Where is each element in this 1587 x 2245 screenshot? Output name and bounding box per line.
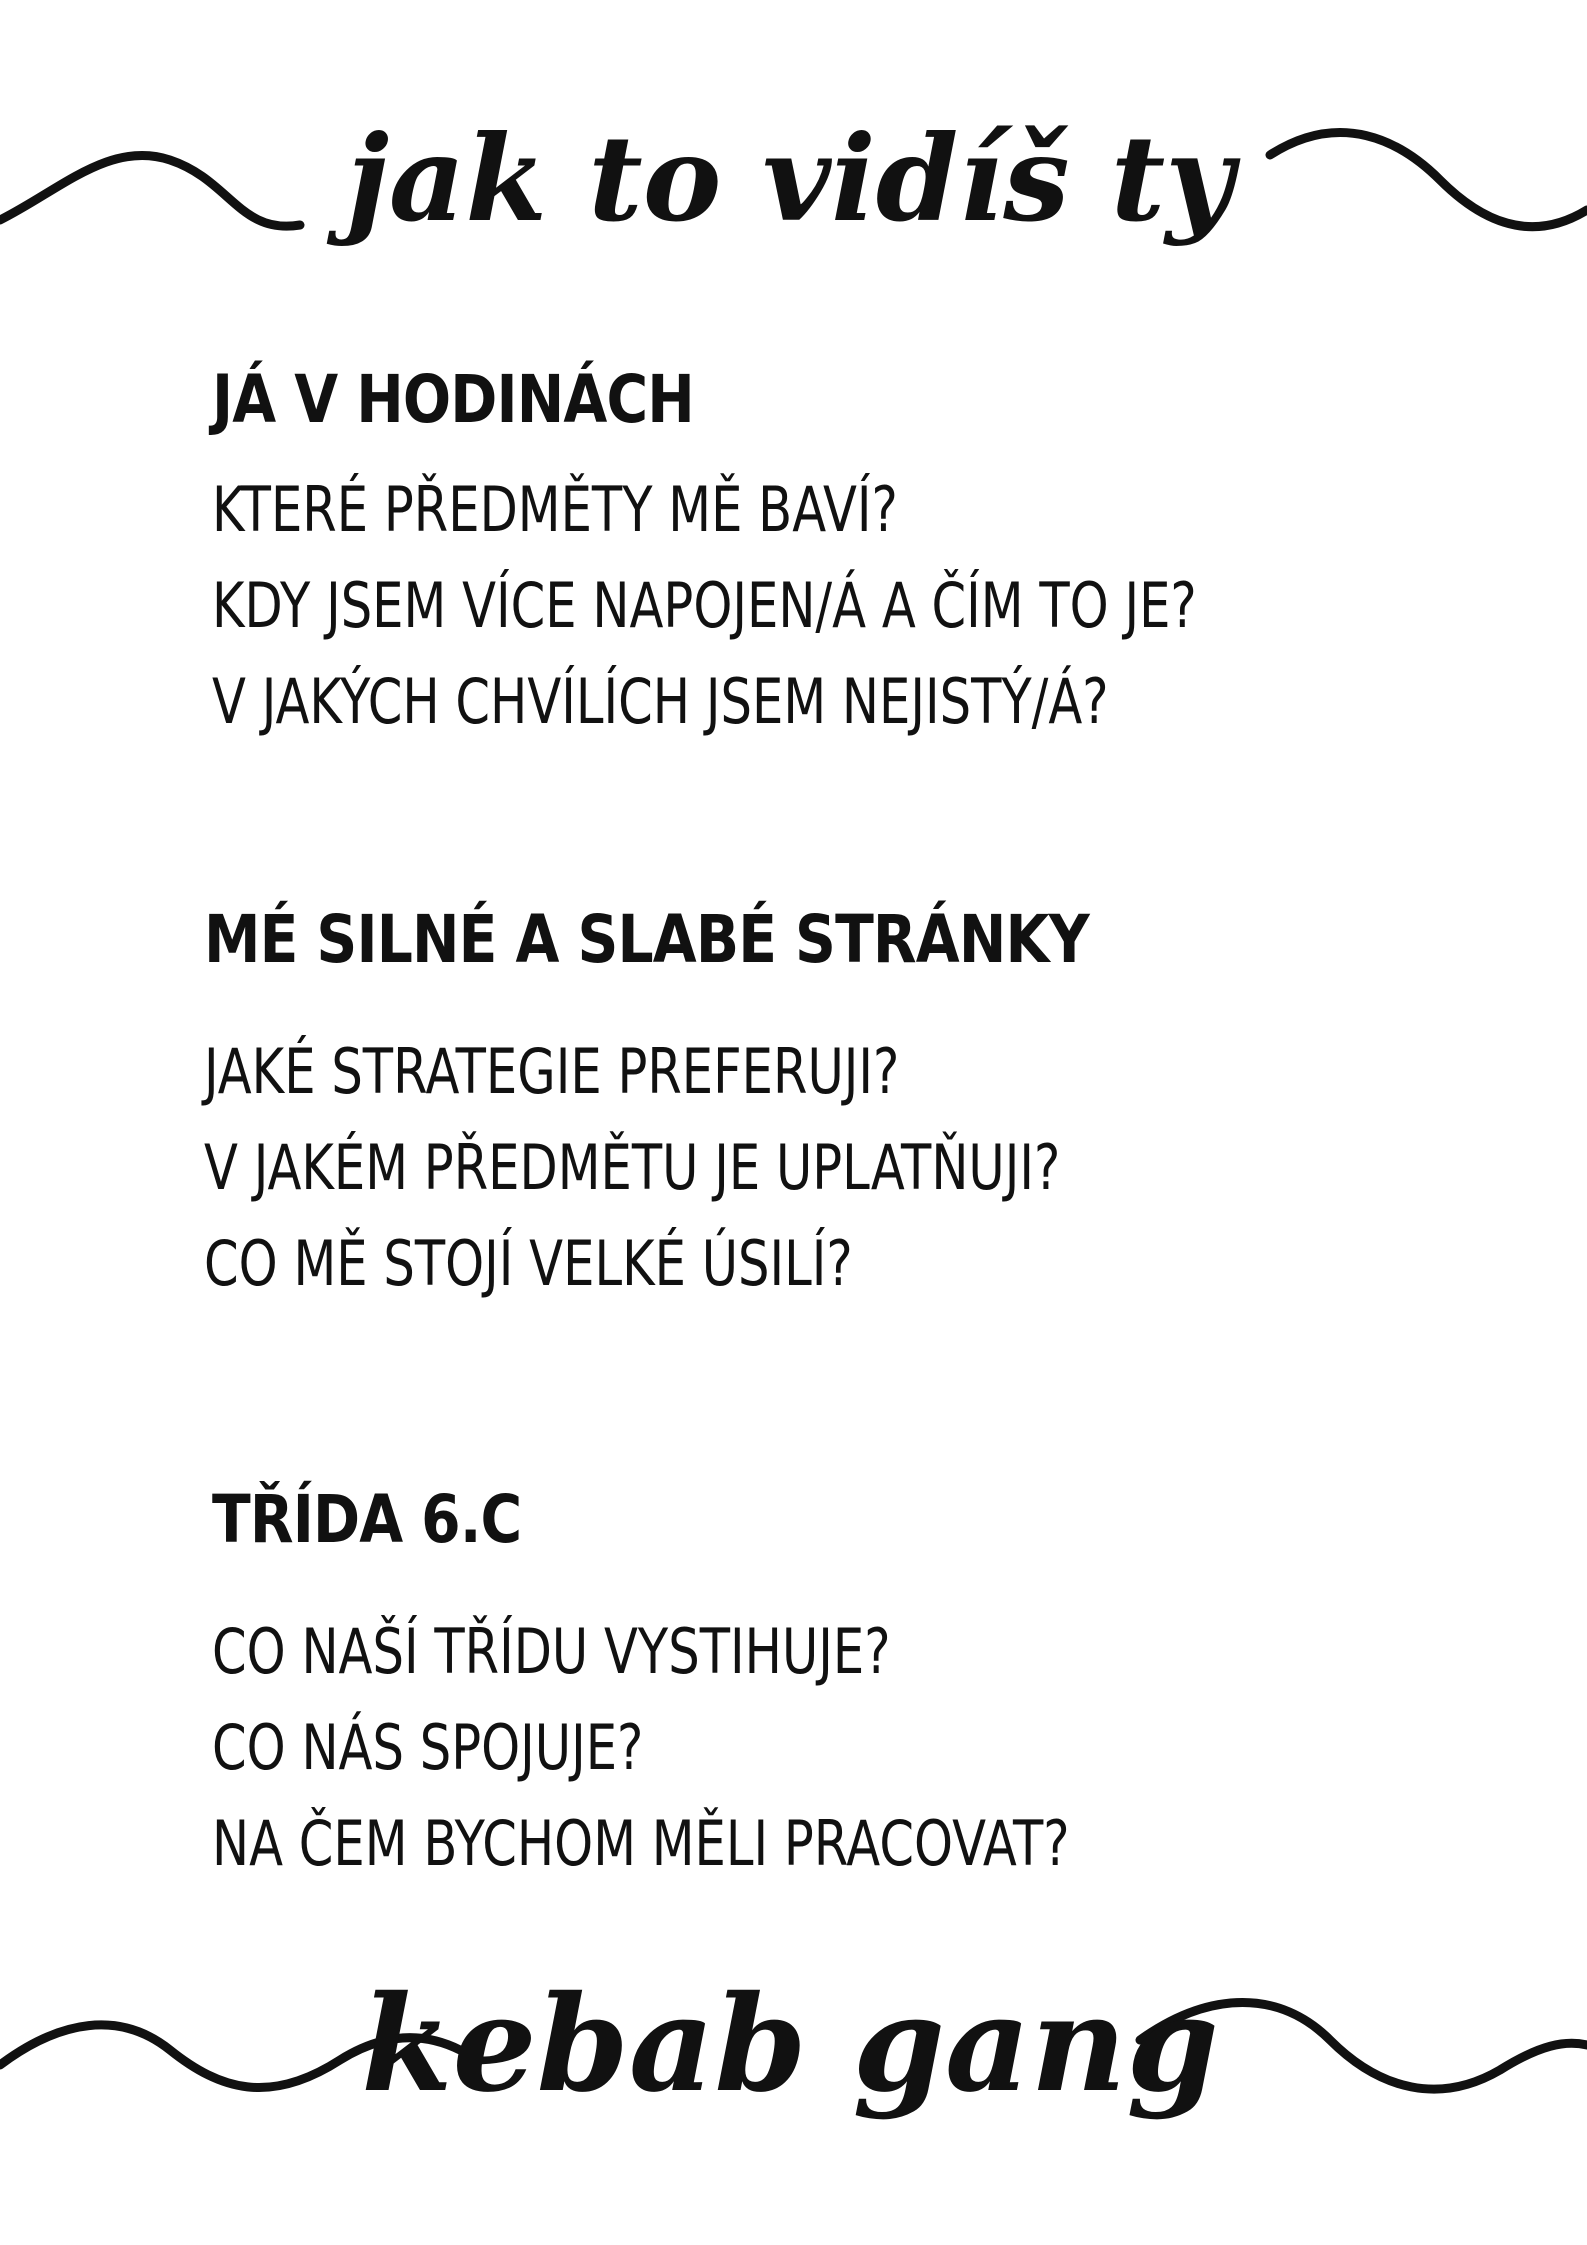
section-in-lessons xyxy=(0,360,1587,780)
top-title-banner xyxy=(0,60,1587,300)
top-right-swirl xyxy=(1270,133,1587,227)
question-item: V JAKÝCH CHVÍLÍCH JSEM NEJISTÝ/Á? xyxy=(212,665,1109,738)
question-item: CO NÁS SPOJUJE? xyxy=(212,1711,644,1784)
top-title: jak to vidíš ty xyxy=(346,109,1234,248)
section-heading: JÁ V HODINÁCH xyxy=(212,361,694,438)
question-item: JAKÉ STRATEGIE PREFERUJI? xyxy=(204,1035,900,1108)
section-strengths-weaknesses xyxy=(0,900,1587,1320)
question-item: CO MĚ STOJÍ VELKÉ ÚSILÍ? xyxy=(204,1227,853,1300)
question-item: V JAKÉM PŘEDMĚTU JE UPLATŇUJI? xyxy=(204,1131,1061,1204)
question-item: KTERÉ PŘEDMĚTY MĚ BAVÍ? xyxy=(212,473,898,546)
bottom-title: kebab gang xyxy=(361,1967,1219,2122)
section-class-6c xyxy=(0,1480,1587,1900)
bottom-title-banner xyxy=(0,1920,1587,2160)
question-item: CO NAŠÍ TŘÍDU VYSTIHUJE? xyxy=(212,1615,891,1688)
question-list xyxy=(212,462,1443,750)
section-heading: MÉ SILNÉ A SLABÉ STRÁNKY xyxy=(204,901,1089,978)
top-left-swirl xyxy=(0,155,300,226)
section-heading: TŘÍDA 6.C xyxy=(212,1481,522,1558)
bottom-left-swirl xyxy=(0,2025,460,2088)
question-item: KDY JSEM VÍCE NAPOJEN/Á A ČÍM TO JE? xyxy=(212,569,1197,642)
question-list xyxy=(204,1024,1274,1312)
question-list xyxy=(212,1604,1284,1892)
question-item: NA ČEM BYCHOM MĚLI PRACOVAT? xyxy=(212,1807,1070,1880)
bottom-right-swirl xyxy=(1140,2003,1587,2090)
